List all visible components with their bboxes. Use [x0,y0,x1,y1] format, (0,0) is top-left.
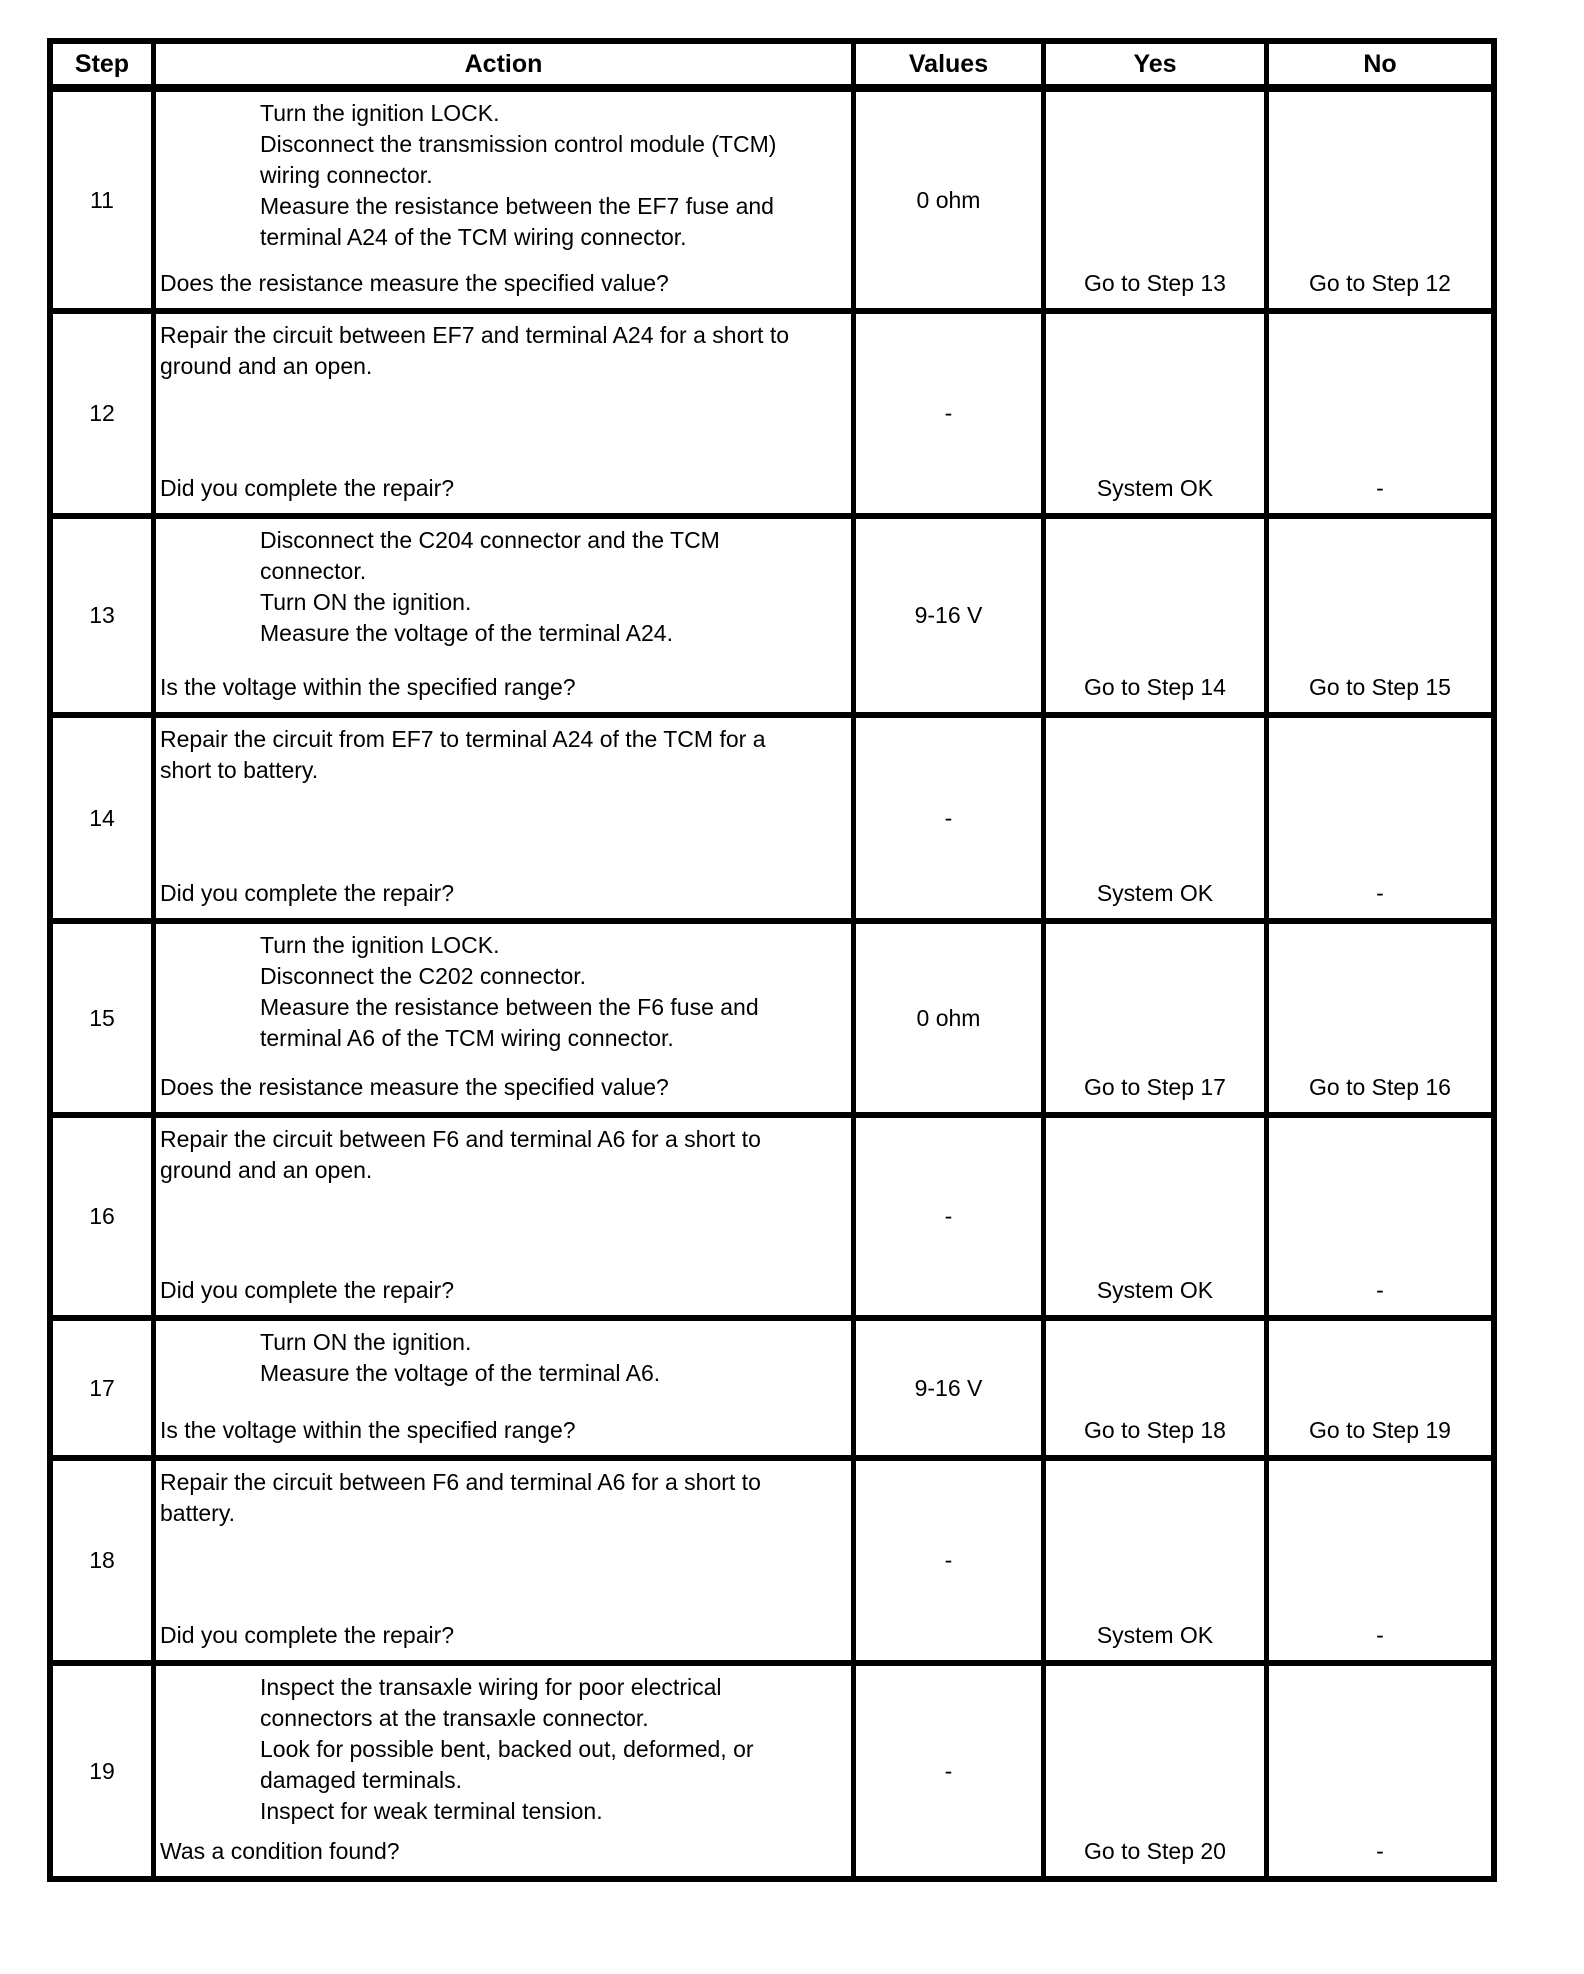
row-16-no-cell: - [1269,1118,1491,1321]
action-line: Measure the resistance between the F6 fuse and [260,994,759,1020]
row-13-action-instructions [160,525,847,649]
action-line: Repair the circuit between F6 and terminal A6 for a short to [160,1126,761,1152]
row-17-action-instructions [160,1327,847,1389]
action-line: Inspect the transaxle wiring for poor electrical [260,1674,722,1700]
row-19-no-cell: - [1376,1838,1384,1864]
column-header-action: Action [156,44,856,92]
row-18-step-cell: 18 [53,1461,156,1666]
action-line: Repair the circuit between EF7 and terminal A24 for a short to [160,322,789,348]
action-line: connectors at the transaxle connector. [260,1705,649,1731]
row-12-action-cell [156,314,856,519]
row-19-action-cell [156,1666,856,1876]
row-14-yes-cell: System OK [1046,718,1269,924]
row-17-question: Is the voltage within the specified range? [160,1417,576,1443]
action-line: connector. [260,558,367,584]
row-11-action-cell [156,92,856,314]
row-19-yes-cell: Go to Step 20 [1046,1666,1269,1876]
row-19-action-instructions [160,1672,847,1827]
row-14-question: Did you complete the repair? [160,880,455,906]
column-header-yes: Yes [1046,44,1269,92]
row-15-question: Does the resistance measure the specified value? [160,1074,669,1100]
action-line: Turn the ignition LOCK. [260,932,500,958]
row-13-action-cell [156,519,856,718]
action-line: Repair the circuit from EF7 to terminal A24 of the TCM for a [160,726,766,752]
row-19-question: Was a condition found? [160,1838,400,1864]
action-line: ground and an open. [160,1157,373,1183]
row-11-no-cell: Go to Step 12 [1269,92,1491,314]
action-line: Disconnect the C204 connector and the TCM [260,527,720,553]
row-11-question: Does the resistance measure the specified value? [160,270,669,296]
row-19-values-cell: - [856,1666,1046,1876]
row-13-no-cell: Go to Step 15 [1269,519,1491,718]
action-line: Measure the voltage of the terminal A24. [260,620,673,646]
row-16-action-cell [156,1118,856,1321]
row-18-yes-cell: System OK [1046,1461,1269,1666]
action-line: Turn the ignition LOCK. [260,100,500,126]
row-11-action-instructions [160,98,847,253]
row-16-yes-cell: System OK [1046,1118,1269,1321]
row-14-action-cell [156,718,856,924]
row-15-no-cell: Go to Step 16 [1269,924,1491,1118]
action-line: Measure the voltage of the terminal A6. [260,1360,661,1386]
column-header-no: No [1269,44,1491,92]
row-17-values-cell: 9-16 V [856,1321,1046,1461]
row-14-action-instructions [160,724,847,786]
row-13-yes-cell: Go to Step 14 [1046,519,1269,718]
row-15-step-cell: 15 [53,924,156,1118]
row-16-action-instructions [160,1124,847,1186]
row-18-question: Did you complete the repair? [160,1622,455,1648]
row-15-action-instructions [160,930,847,1054]
row-17-step-cell: 17 [53,1321,156,1461]
action-line: Inspect for weak terminal tension. [260,1798,603,1824]
action-line: wiring connector. [260,162,433,188]
row-17-no-cell: Go to Step 19 [1269,1321,1491,1461]
row-18-action-cell [156,1461,856,1666]
action-line: battery. [160,1500,235,1526]
action-line: damaged terminals. [260,1767,462,1793]
action-line: Measure the resistance between the EF7 fuse and [260,193,774,219]
action-line: short to battery. [160,757,319,783]
column-header-values: Values [856,44,1046,92]
action-line: Look for possible bent, backed out, deformed, or [260,1736,754,1762]
column-header-step: Step [53,44,156,92]
row-14-values-cell: - [856,718,1046,924]
row-19-step-cell: 19 [53,1666,156,1876]
row-17-yes-cell: Go to Step 18 [1046,1321,1269,1461]
row-13-values-cell: 9-16 V [856,519,1046,718]
row-11-step-cell: 11 [53,92,156,314]
row-12-question: Did you complete the repair? [160,475,455,501]
action-line: Disconnect the C202 connector. [260,963,587,989]
row-14-step-cell: 14 [53,718,156,924]
row-13-step-cell: 13 [53,519,156,718]
action-line: Turn ON the ignition. [260,589,472,615]
row-15-action-cell [156,924,856,1118]
row-16-question: Did you complete the repair? [160,1277,455,1303]
action-line: ground and an open. [160,353,373,379]
row-16-values-cell: - [856,1118,1046,1321]
row-18-values-cell: - [856,1461,1046,1666]
row-17-action-cell [156,1321,856,1461]
row-18-action-instructions [160,1467,847,1529]
row-12-action-instructions [160,320,847,382]
row-15-yes-cell: Go to Step 17 [1046,924,1269,1118]
action-line: Repair the circuit between F6 and terminal A6 for a short to [160,1469,761,1495]
action-line: Turn ON the ignition. [260,1329,472,1355]
row-18-no-cell: - [1269,1461,1491,1666]
action-line: terminal A24 of the TCM wiring connector. [260,224,687,250]
row-16-step-cell: 16 [53,1118,156,1321]
diagnostic-table [47,38,1497,1882]
action-line: terminal A6 of the TCM wiring connector. [260,1025,674,1051]
row-11-yes-cell: Go to Step 13 [1046,92,1269,314]
action-line: Disconnect the transmission control module (TCM) [260,131,777,157]
row-14-no-cell: - [1269,718,1491,924]
row-12-values-cell: - [856,314,1046,519]
row-15-values-cell: 0 ohm [856,924,1046,1118]
row-13-question: Is the voltage within the specified range? [160,674,576,700]
row-12-yes-cell: System OK [1046,314,1269,519]
row-12-step-cell: 12 [53,314,156,519]
row-12-no-cell: - [1269,314,1491,519]
row-11-values-cell: 0 ohm [856,92,1046,314]
